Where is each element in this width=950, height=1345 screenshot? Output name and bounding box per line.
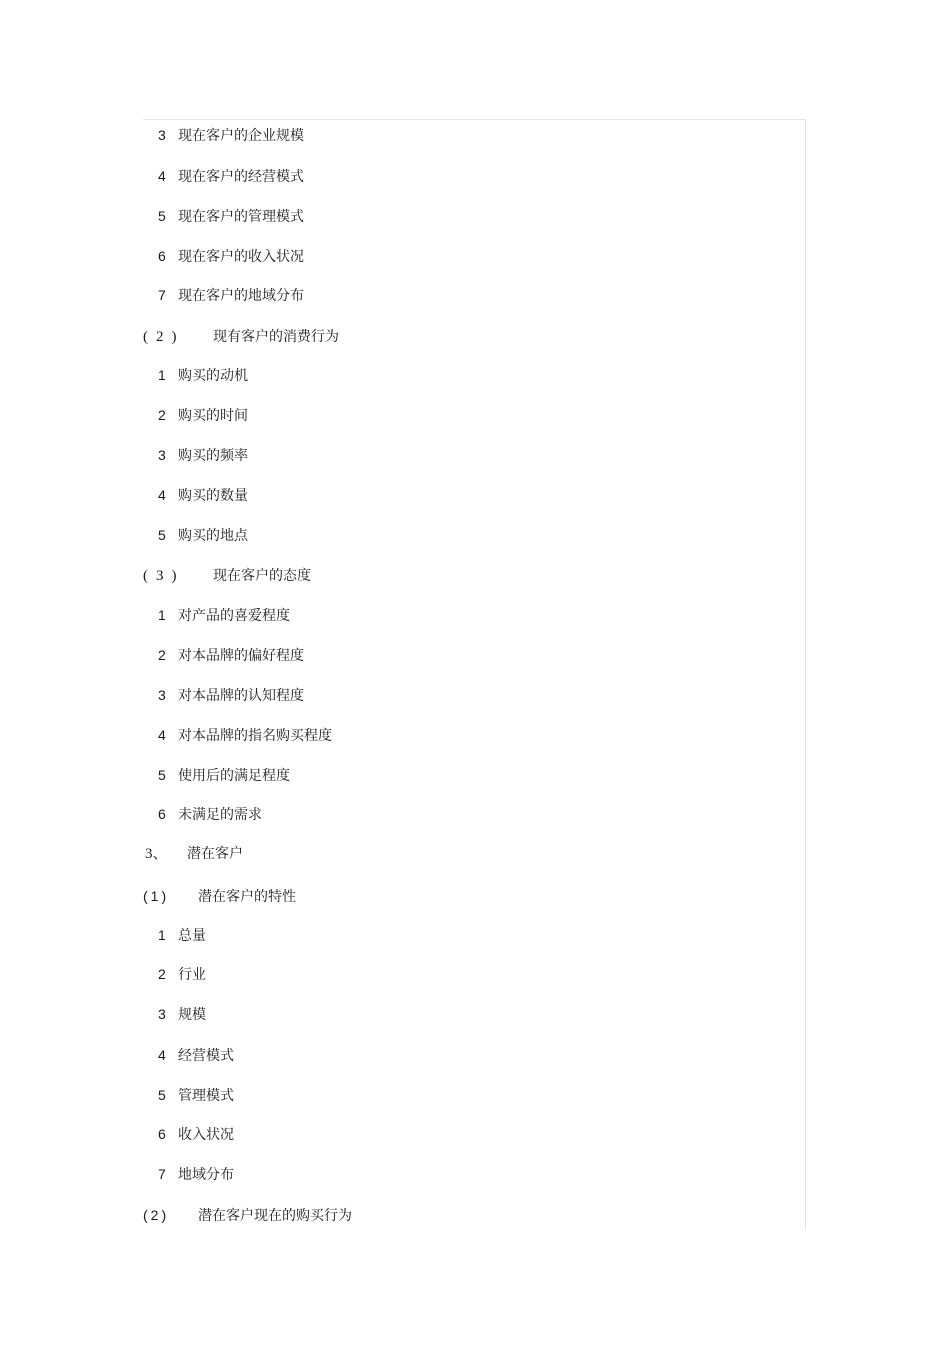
list-item [158, 366, 248, 385]
item-number: 4 [158, 1047, 166, 1063]
item-number: 2 [158, 966, 166, 982]
item-number: 4 [158, 168, 166, 184]
item-number: 7 [158, 287, 166, 303]
item-number: 2 [158, 647, 166, 663]
list-item [158, 686, 304, 705]
list-item [158, 446, 248, 465]
item-text: 对本品牌的偏好程度 [178, 648, 304, 664]
item-number: 4 [158, 727, 166, 743]
section-heading [145, 845, 243, 863]
section-title: 潜在客户 [187, 846, 243, 862]
item-text: 购买的动机 [178, 368, 248, 384]
item-number: 2 [158, 407, 166, 423]
list-item [158, 247, 304, 266]
list-item [158, 805, 262, 824]
item-number: 5 [158, 767, 166, 783]
section-heading [143, 1206, 352, 1225]
section-heading [143, 567, 311, 585]
list-item [158, 606, 290, 625]
item-text: 购买的时间 [178, 408, 248, 424]
item-number: 1 [158, 927, 166, 943]
section-title: 潜在客户的特性 [198, 889, 296, 905]
section-title: 潜在客户现在的购买行为 [198, 1208, 352, 1224]
item-text: 现在客户的企业规模 [178, 128, 304, 144]
item-text: 使用后的满足程度 [178, 768, 290, 784]
item-number: 3 [158, 127, 166, 143]
item-number: 5 [158, 527, 166, 543]
item-text: 现在客户的管理模式 [178, 209, 304, 225]
item-number: 1 [158, 367, 166, 383]
section-marker: 3、 [145, 846, 168, 862]
list-item [158, 207, 304, 226]
section-marker: (3) [143, 568, 185, 584]
list-item [158, 646, 304, 665]
item-text: 现在客户的经营模式 [178, 169, 304, 185]
section-heading [143, 328, 339, 346]
item-text: 对产品的喜爱程度 [178, 608, 290, 624]
list-item [158, 965, 206, 984]
item-text: 行业 [178, 967, 206, 983]
item-number: 5 [158, 1087, 166, 1103]
list-item [158, 286, 304, 305]
section-marker: (2) [143, 329, 185, 345]
list-item [158, 1165, 234, 1184]
item-text: 现在客户的地域分布 [178, 288, 304, 304]
item-number: 6 [158, 1126, 166, 1142]
item-number: 3 [158, 1006, 166, 1022]
item-text: 购买的频率 [178, 448, 248, 464]
item-text: 经营模式 [178, 1048, 234, 1064]
section-title: 现有客户的消费行为 [213, 329, 339, 345]
section-title: 现在客户的态度 [213, 568, 311, 584]
item-text: 对本品牌的认知程度 [178, 688, 304, 704]
item-text: 管理模式 [178, 1088, 234, 1104]
list-item [158, 766, 290, 785]
list-item [158, 1086, 234, 1105]
section-marker: (2) [143, 1207, 170, 1223]
item-number: 3 [158, 687, 166, 703]
list-item [158, 1046, 234, 1065]
item-number: 5 [158, 208, 166, 224]
item-number: 7 [158, 1166, 166, 1182]
item-number: 1 [158, 607, 166, 623]
list-item [158, 1125, 234, 1144]
list-item [158, 167, 304, 186]
list-item [158, 1005, 206, 1024]
list-item [158, 406, 248, 425]
item-text: 对本品牌的指名购买程度 [178, 728, 332, 744]
list-item [158, 726, 332, 745]
section-heading [143, 887, 296, 906]
item-text: 地域分布 [178, 1167, 234, 1183]
item-text: 现在客户的收入状况 [178, 249, 304, 265]
section-marker: (1) [143, 888, 170, 904]
list-item [158, 526, 248, 545]
list-item [158, 126, 304, 145]
item-number: 4 [158, 487, 166, 503]
item-text: 总量 [178, 928, 206, 944]
list-item [158, 926, 206, 945]
item-number: 6 [158, 248, 166, 264]
list-item [158, 486, 248, 505]
item-text: 购买的数量 [178, 488, 248, 504]
item-number: 3 [158, 447, 166, 463]
item-text: 收入状况 [178, 1127, 234, 1143]
item-number: 6 [158, 806, 166, 822]
item-text: 规模 [178, 1007, 206, 1023]
item-text: 购买的地点 [178, 528, 248, 544]
item-text: 未满足的需求 [178, 807, 262, 823]
